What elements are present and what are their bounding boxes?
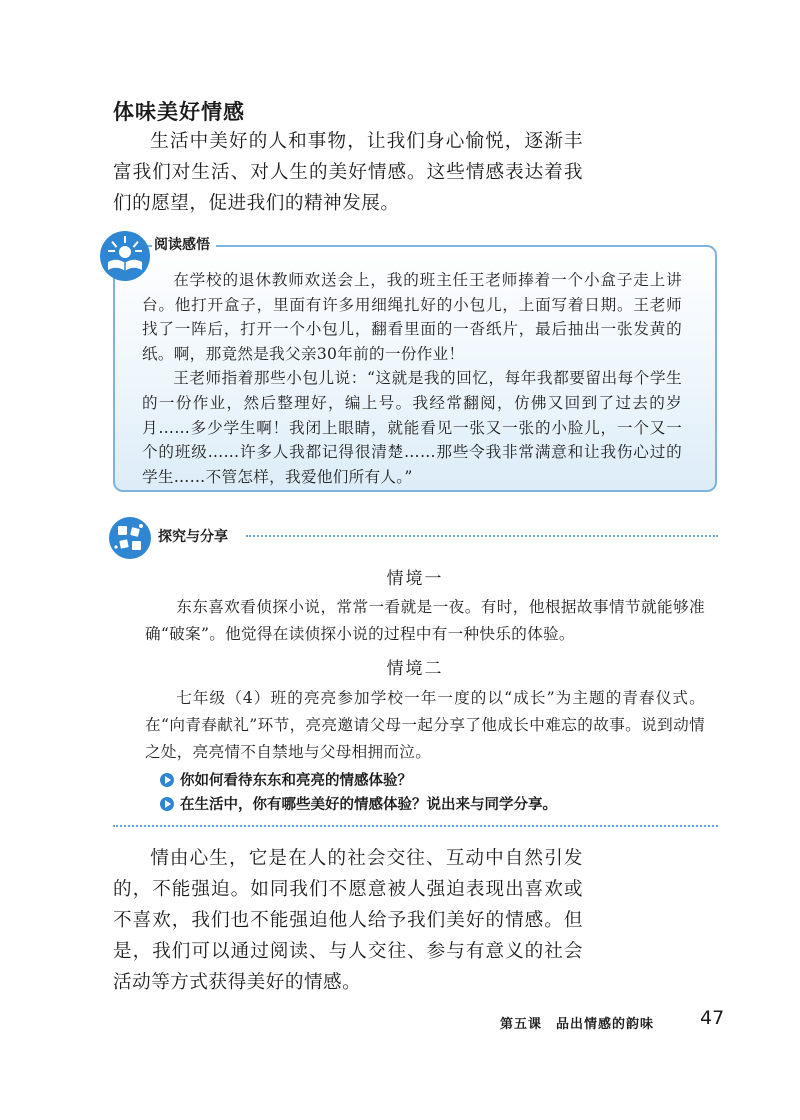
reading-paragraph: 王老师指着那些小包儿说：“这就是我的回忆，每年我都要留出每个学生的一份作业，然后整理好，编上号。我经常翻阅，仿佛又回到了过去的岁月……多少学生啊！我闭上眼睛，就能看见一张又一张的小脸儿，一个又一个的班级……许多人我都记得很清楚……那些令我非常满意和让我伤心过的学生……不管怎样，我爱他们所有人。” (142, 369, 682, 486)
arrow-right-icon (160, 773, 174, 787)
question-1: 你如何看待东东和亮亮的情感体验？ (160, 769, 412, 790)
intro-paragraph: 生活中美好的人和事物，让我们身心愉悦，逐渐丰富我们对生活、对人生的美好情感。这些情感表达着我们的愿望，促进我们的精神发展。 (113, 131, 583, 214)
explore-label: 探究与分享 (158, 529, 228, 545)
scene-1-text: 东东喜欢看侦探小说，常常一看就是一夜。有时，他根据故事情节就能够准确“破案”。他觉得在读侦探小说的过程中有一种快乐的体验。 (145, 598, 705, 643)
scene-2-title: 情境二 (386, 659, 444, 679)
question-2: 在生活中，你有哪些美好的情感体验？说出来与同学分享。 (160, 793, 557, 814)
puzzle-sphere-icon (108, 516, 152, 560)
conclusion-paragraph: 情由心生，它是在人的社会交往、互动中自然引发的，不能强迫。如同我们不愿意被人强迫表现出喜欢或不喜欢，我们也不能强迫他人给予我们美好的情感。但是，我们可以通过阅读、与人交往、参与有意义的社会活动等方式获得美好的情感。 (113, 848, 583, 993)
reading-label: 阅读感悟 (152, 234, 216, 254)
arrow-right-icon (160, 797, 174, 811)
reading-paragraph: 在学校的退休教师欢送会上，我的班主任王老师捧着一个小盒子走上讲台。他打开盒子，里面有许多用细绳扎好的小包儿，上面写着日期。王老师找了一阵后，打开一个小包儿，翻看里面的一沓纸片，最后抽出一张发黄的纸。啊，那竟然是我父亲30年前的一份作业！ (142, 271, 682, 363)
scene-1-title: 情境一 (386, 569, 444, 589)
divider (246, 535, 718, 537)
footer-lesson: 第五课 品出情感的韵味 (500, 1017, 655, 1032)
section-title: 体味美好情感 (113, 100, 245, 124)
reading-text (142, 268, 682, 489)
scene-2-text: 七年级（4）班的亮亮参加学校一年一度的以“成长”为主题的青春仪式。在“向青春献礼”环节，亮亮邀请父母一起分享了他成长中难忘的故事。说到动情之处，亮亮情不自禁地与父母相拥而泣。 (145, 689, 705, 761)
page-number: 47 (700, 1007, 725, 1029)
divider (113, 825, 718, 827)
